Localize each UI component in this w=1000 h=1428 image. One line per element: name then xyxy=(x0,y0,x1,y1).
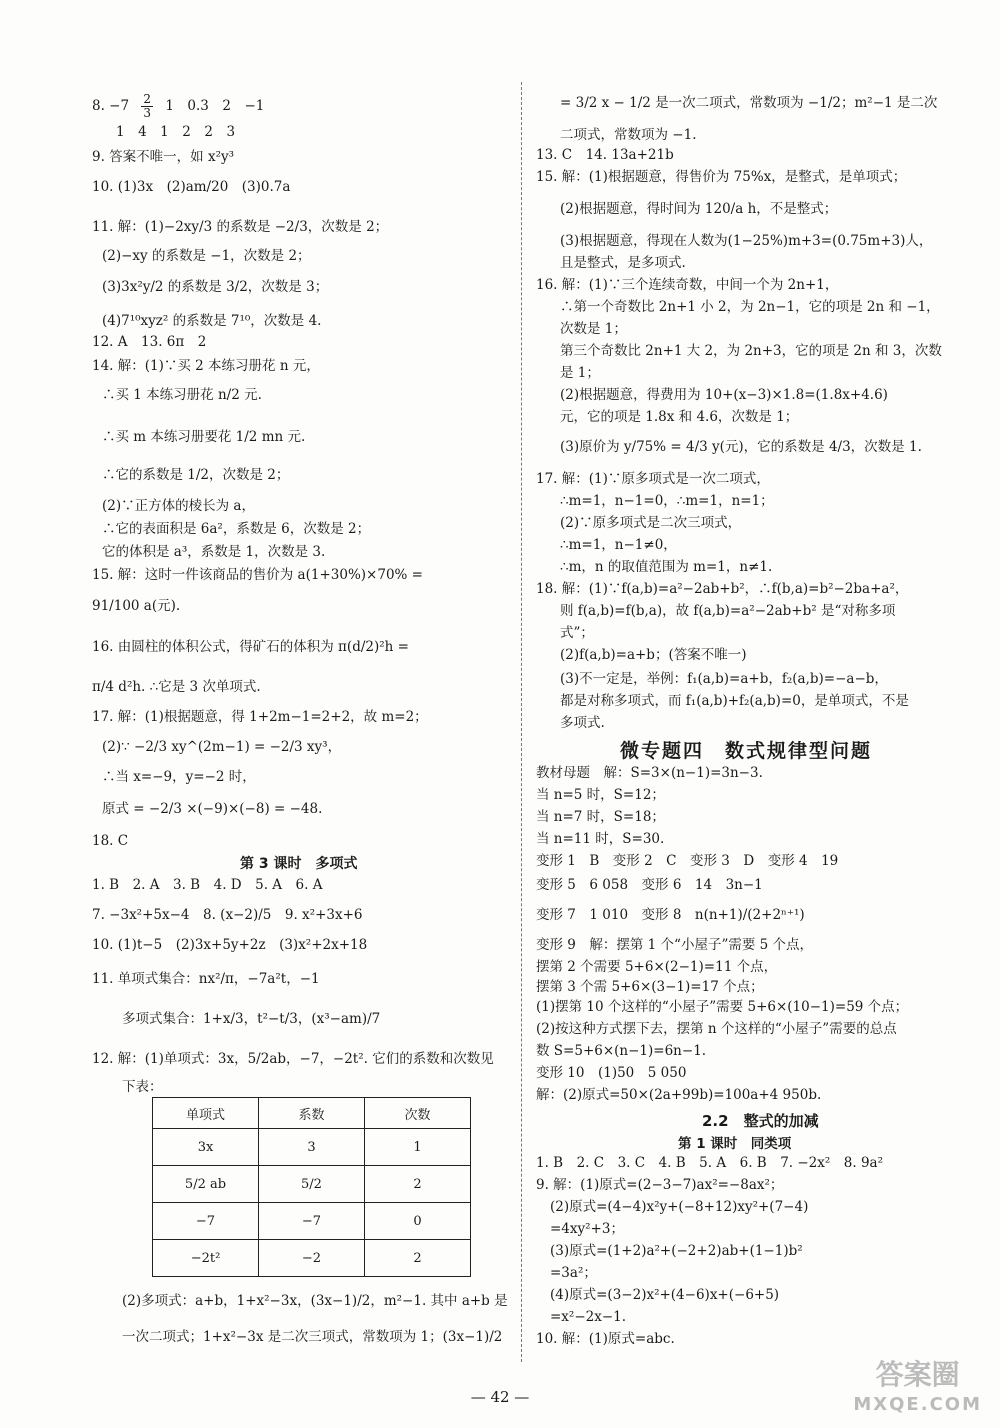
lesson3-answers-7-9: 7. −3x²+5x−4 8. (x−2)/5 9. x²+3x+6 xyxy=(92,907,363,923)
answer-13-14: 13. C 14. 13a+21b xyxy=(536,147,674,163)
answer-17-1: 17. 解：(1)∵原多项式是一次二项式， xyxy=(536,471,770,487)
textbook-line3: 当 n=7 时，S=18； xyxy=(536,809,665,825)
table-cell: −2 xyxy=(259,1240,365,1277)
lesson1-answer-9-2: (2)原式=(4−4)x²y+(−8+12)xy²+(7−4) xyxy=(550,1199,809,1215)
lesson1-answer-9-3-result: =3a²； xyxy=(550,1265,597,1281)
answer-16-line2: ∴第一个奇数比 2n+1 小 2，为 2n−1，它的项是 2n 和 −1， xyxy=(560,299,940,315)
answer-16-line3: 次数是 1； xyxy=(560,321,627,337)
answer-16-line4: 第三个奇数比 2n+1 大 2，为 2n+3，它的项是 2n 和 3，次数 xyxy=(560,343,942,359)
answer-16-2-line2: 元，它的项是 1.8x 和 4.6，次数是 1； xyxy=(560,409,799,425)
table-cell: 5/2 ab xyxy=(153,1166,259,1203)
lesson1-answer-9-4-result: =x²−2x−1. xyxy=(550,1309,627,1325)
textbook-line4: 当 n=11 时，S=30. xyxy=(536,831,665,847)
lesson1-answer-9-3: (3)原式=(1+2)a²+(−2+2)ab+(1−1)b² xyxy=(550,1243,803,1259)
answer-15-3-line2: 且是整式，是多项式. xyxy=(560,255,686,271)
answer-11-1: 11. 解：(1)−2xy/3 的系数是 −2/3，次数是 2； xyxy=(92,219,389,235)
answer-14-line2: ∴买 1 本练习册花 n/2 元. xyxy=(102,387,262,403)
watermark-logo xyxy=(853,1360,982,1420)
answer-16-line2: π/4 d²h. ∴它是 3 次单项式. xyxy=(92,679,261,695)
table-header-row xyxy=(153,1098,471,1129)
table-row xyxy=(153,1166,471,1203)
answer-14-2: (2)∵正方体的棱长为 a， xyxy=(102,498,255,514)
table-cell: 1 xyxy=(365,1129,471,1166)
table-cell: 5/2 xyxy=(259,1166,365,1203)
section-2-2-heading: 2.2 整式的加减 xyxy=(702,1112,819,1130)
lesson1-answer-9-1: 9. 解：(1)原式=(2−3−7)ax²=−8ax²； xyxy=(536,1177,784,1193)
answer-8: 8. −7 $\frac{2}{3}$ 1 0.3 2 −1 xyxy=(92,92,265,120)
answer-16-line5: 是 1； xyxy=(560,365,600,381)
variant-10-solution: 解：(2)原式=50×(2a+99b)=100a+4 950b. xyxy=(536,1087,822,1103)
lesson3-answer-11-polynomials: 多项式集合：1+x/3，t²−t/3，(x³−am)/7 xyxy=(122,1011,381,1027)
answer-15-1: 15. 解：(1)根据题意，得售价为 75%x，是整式，是单项式； xyxy=(536,169,907,185)
answer-11-2: (2)−xy 的系数是 −1，次数是 2； xyxy=(102,248,311,264)
textbook-line2: 当 n=5 时，S=12； xyxy=(536,787,665,803)
answer-18-3-line3: 多项式. xyxy=(560,715,605,731)
answer-11-4: (4)7¹⁰xyz² 的系数是 7¹⁰，次数是 4. xyxy=(102,313,322,329)
table-row xyxy=(153,1129,471,1166)
table-cell: −7 xyxy=(259,1203,365,1240)
variant-9-2: (2)按这种方式摆下去，摆第 n 个这样的“小屋子”需要的总点 xyxy=(536,1021,897,1037)
variant-9: 变形 9 解：摆第 1 个“小屋子”需要 5 个点， xyxy=(536,937,814,953)
answer-18-line3: 式”； xyxy=(560,625,594,641)
lesson1-answers-1-8: 1. B 2. C 3. C 4. B 5. A 6. B 7. −2x² 8. 9a² xyxy=(536,1155,884,1171)
table-header: 次数 xyxy=(365,1098,471,1129)
variants-7-8: 变形 7 1 010 变形 8 n(n+1)/(2+2ⁿ⁺¹) xyxy=(536,907,805,923)
page-number: — 42 — xyxy=(470,1388,530,1406)
answer-14-1: 14. 解：(1)∵买 2 本练习册花 n 元， xyxy=(92,358,320,374)
lesson1-answer-9-2-result: =4xy²+3； xyxy=(550,1221,624,1237)
answer-10: 10. (1)3x (2)am/20 (3)0.7a xyxy=(92,179,291,195)
lesson3-answers-1-6: 1. B 2. A 3. B 4. D 5. A 6. A xyxy=(92,877,323,893)
answer-8-row2: 1 4 1 2 2 3 xyxy=(116,124,236,140)
table-cell: 3x xyxy=(153,1129,259,1166)
answer-11-3: (3)3x²y/2 的系数是 3/2，次数是 3； xyxy=(102,279,329,295)
answer-18-1: 18. 解：(1)∵f(a,b)=a²−2ab+b²，∴f(b,a)=b²−2ba+a²， xyxy=(536,581,909,597)
answer-12-13: 12. A 13. 6π 2 xyxy=(92,334,207,350)
answer-12-cont: = 3/2 x − 1/2 是一次二项式，常数项为 −1/2；m²−1 是二次 xyxy=(560,95,938,111)
variants-5-6: 变形 5 6 058 变形 6 14 3n−1 xyxy=(536,877,763,893)
column-divider xyxy=(521,82,522,1362)
variant-9-1: (1)摆第 10 个这样的“小屋子”需要 5+6×(10−1)=59 个点； xyxy=(536,999,909,1015)
variant-9-line2: 摆第 2 个需要 5+6×(2−1)=11 个点， xyxy=(536,959,778,975)
topic-4-heading: 微专题四 数式规律型问题 xyxy=(620,740,873,762)
table-cell: −7 xyxy=(153,1203,259,1240)
lesson3-answer-12: 12. 解：(1)单项式：3x，5/2ab，−7，−2t². 它们的系数和次数见 xyxy=(92,1051,494,1067)
answer-15-3: (3)根据题意，得现在人数为(1−25%)m+3=(0.75m+3)人， xyxy=(560,233,933,249)
watermark-text: 答案圈 xyxy=(875,1358,960,1391)
answer-14-line4: ∴它的系数是 1/2，次数是 2； xyxy=(102,467,290,483)
variant-9-line3: 摆第 3 个需 5+6×(3−1)=17 个点； xyxy=(536,979,764,995)
lesson3-answer-11-monomials: 11. 单项式集合：nx²/π，−7a²t，−1 xyxy=(92,971,320,987)
watermark-url: MXQE.COM xyxy=(853,1394,982,1415)
lesson-3-heading: 第 3 课时 多项式 xyxy=(240,856,358,872)
table-cell: −2t² xyxy=(153,1240,259,1277)
variant-10: 变形 10 (1)50 5 050 xyxy=(536,1065,687,1081)
answer-17-line5: ∴m，n 的取值范围为 m=1，n≠1. xyxy=(560,559,773,575)
answer-16-1: 16. 解：(1)∵三个连续奇数，中间一个为 2n+1， xyxy=(536,277,839,293)
lesson1-answer-10: 10. 解：(1)原式=abc. xyxy=(536,1331,675,1347)
answer-18-2: (2)f(a,b)=a+b；(答案不唯一) xyxy=(560,647,747,663)
answer-17-line4: 原式 = −2/3 ×(−9)×(−8) = −48. xyxy=(102,801,323,817)
answer-18: 18. C xyxy=(92,833,129,849)
lesson1-answer-9-4: (4)原式=(3−2)x²+(4−6)x+(−6+5) xyxy=(550,1287,780,1303)
answer-17-line3: ∴当 x=−9，y=−2 时， xyxy=(102,769,256,785)
table-row xyxy=(153,1240,471,1277)
variants-1-4: 变形 1 B 变形 2 C 变形 3 D 变形 4 19 xyxy=(536,853,839,869)
answer-12-cont-line2: 二项式，常数项为 −1. xyxy=(560,127,697,143)
answer-17-line4: ∴m=1，n−1≠0， xyxy=(560,537,677,553)
answer-17-1: 17. 解：(1)根据题意，得 1+2m−1=2+2，故 m=2； xyxy=(92,709,428,725)
answer-16-2: (2)根据题意，得费用为 10+(x−3)×1.8=(1.8x+4.6) xyxy=(560,387,888,403)
lesson3-answer-12-2-line2: 一次二项式；1+x²−3x 是二次三项式，常数项为 1；(3x−1)/2 xyxy=(122,1329,503,1345)
table-header: 单项式 xyxy=(153,1098,259,1129)
table-cell: 3 xyxy=(259,1129,365,1166)
answer-18-3: (3)不一定是，举例：f₁(a,b)=a+b，f₂(a,b)=−a−b， xyxy=(560,671,888,687)
table-cell: 2 xyxy=(365,1166,471,1203)
table-cell: 2 xyxy=(365,1240,471,1277)
textbook-question: 教材母题 解：S=3×(n−1)=3n−3. xyxy=(536,765,763,781)
table-cell: 0 xyxy=(365,1203,471,1240)
variant-9-2-line2: 数 S=5+6×(n−1)=6n−1. xyxy=(536,1043,707,1059)
answer-16: 16. 由圆柱的体积公式，得矿石的体积为 π(d/2)²h = xyxy=(92,639,409,655)
lesson3-answer-12-2: (2)多项式：a+b，1+x²−3x，(3x−1)/2，m²−1. 其中 a+b 是 xyxy=(122,1293,508,1309)
answer-17-2: (2)∵ −2/3 xy^(2m−1) = −2/3 xy³， xyxy=(102,739,342,755)
answer-14-line7: 它的体积是 a³，系数是 1，次数是 3. xyxy=(102,544,326,560)
coefficient-degree-table xyxy=(152,1097,471,1277)
answer-17-2: (2)∵原多项式是二次三项式， xyxy=(560,515,742,531)
answer-18-3-line2: 都是对称多项式，而 f₁(a,b)+f₂(a,b)=0，是单项式，不是 xyxy=(560,693,909,709)
answer-17-line2: ∴m=1，n−1=0，∴m=1，n=1； xyxy=(560,493,774,509)
table-row xyxy=(153,1203,471,1240)
lesson3-answer-10: 10. (1)t−5 (2)3x+5y+2z (3)x²+2x+18 xyxy=(92,937,368,953)
answer-14-line6: ∴它的表面积是 6a²，系数是 6，次数是 2； xyxy=(102,521,371,537)
answer-15: 15. 解：这时一件该商品的售价为 a(1+30%)×70% = xyxy=(92,567,423,583)
table-header: 系数 xyxy=(259,1098,365,1129)
answer-18-line2: 则 f(a,b)=f(b,a)，故 f(a,b)=a²−2ab+b² 是“对称多项 xyxy=(560,603,896,619)
answer-14-line3: ∴买 m 本练习册要花 1/2 mn 元. xyxy=(102,429,306,445)
answer-15-line2: 91/100 a(元). xyxy=(92,598,181,614)
answer-16-3: (3)原价为 y/75% = 4/3 y(元)，它的系数是 4/3，次数是 1. xyxy=(560,439,922,455)
answer-9: 9. 答案不唯一，如 x²y³ xyxy=(92,149,235,165)
lesson3-answer-12-line2: 下表： xyxy=(122,1079,163,1095)
answer-15-2: (2)根据题意，得时间为 120/a h，不是整式； xyxy=(560,201,838,217)
lesson-1-heading: 第 1 课时 同类项 xyxy=(678,1136,792,1152)
